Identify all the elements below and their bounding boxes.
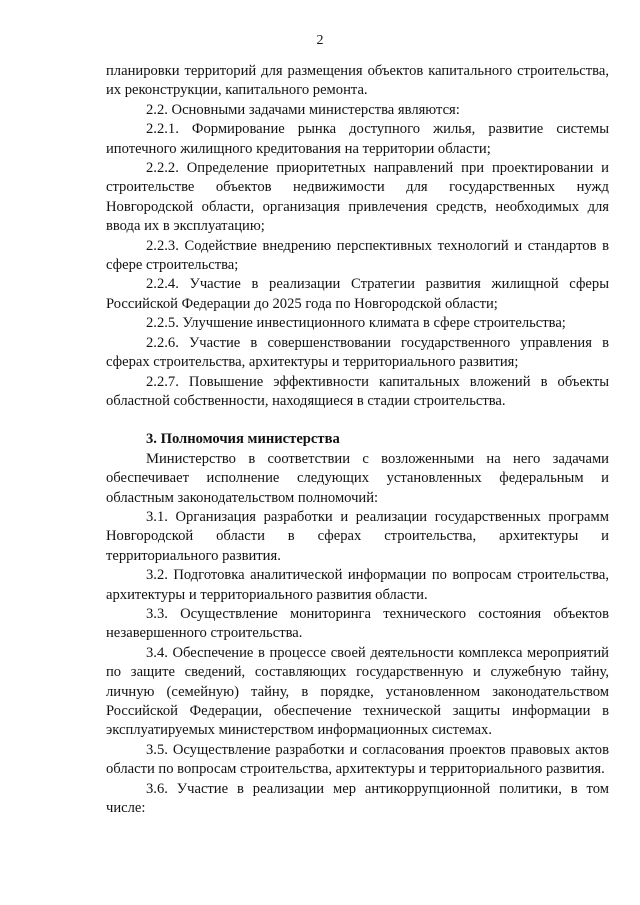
page-number: 2: [316, 33, 324, 48]
paragraph-task-2-2-5: 2.2.5. Улучшение инвестиционного климата в сфере строительства;: [146, 315, 566, 332]
paragraph-tasks-intro: 2.2. Основными задачами министерства являются:: [146, 101, 460, 118]
paragraph-power-3-4: 3.4. Обеспечение в процессе своей деятельности комплекса мероприятий по защите сведений, составляющих государственную и служебную тайну, личную (семейную) тайну, в порядке, установленном законодательством Российской Федерации, обеспечение технической защиты информации в эксплуатируемых министерством информационных системах.: [106, 644, 609, 739]
paragraph-task-2-2-6: 2.2.6. Участие в совершенствовании государственного управления в сферах строительства, архитектуры и территориального развития;: [106, 334, 609, 371]
section-spacer: [106, 411, 609, 430]
paragraph-power-3-2: 3.2. Подготовка аналитической информации по вопросам строительства, архитектуры и территориального развития области.: [106, 567, 609, 603]
paragraph-task-2-2-4: 2.2.4. Участие в реализации Стратегии развития жилищной сферы Российской Федерации до 2025 года по Новгородской области;: [106, 276, 609, 312]
paragraph-power-3-1: 3.1. Организация разработки и реализации государственных программ Новгородской области в сферах строительства, архитектуры и территориального развития.: [106, 508, 609, 564]
paragraph-power-3-6: 3.6. Участие в реализации мер антикоррупционной политики, в том числе:: [106, 780, 609, 817]
document-body: [106, 62, 609, 818]
paragraph-task-2-2-1: 2.2.1. Формирование рынка доступного жилья, развитие системы ипотечного жилищного кредитования на территории области;: [106, 121, 609, 157]
section-heading-3: 3. Полномочия министерства: [146, 431, 340, 448]
paragraph-task-2-2-7: 2.2.7. Повышение эффективности капитальных вложений в объекты областной собственности, находящиеся в стадии строительства.: [106, 373, 609, 409]
paragraph-section3-intro: Министерство в соответствии с возложенными на него задачами обеспечивает исполнение следующих установленных федеральным и областным законодательством полномочий:: [106, 450, 609, 506]
paragraph-task-2-2-2: 2.2.2. Определение приоритетных направлений при проектировании и строительстве объектов недвижимости для государственных нужд Новгородской области, организация привлечения средств, необходимых для ввода их в эксплуатацию;: [106, 160, 609, 235]
paragraph-power-3-5: 3.5. Осуществление разработки и согласования проектов правовых актов области по вопросам строительства, архитектуры и территориального развития.: [106, 741, 609, 778]
paragraph-power-3-3: 3.3. Осуществление мониторинга технического состояния объектов незавершенного строительства.: [106, 605, 609, 642]
paragraph-continuation: планировки территорий для размещения объектов капитального строительства, их реконструкции, капитального ремонта.: [106, 63, 609, 99]
paragraph-task-2-2-3: 2.2.3. Содействие внедрению перспективных технологий и стандартов в сфере строительства;: [106, 237, 609, 274]
